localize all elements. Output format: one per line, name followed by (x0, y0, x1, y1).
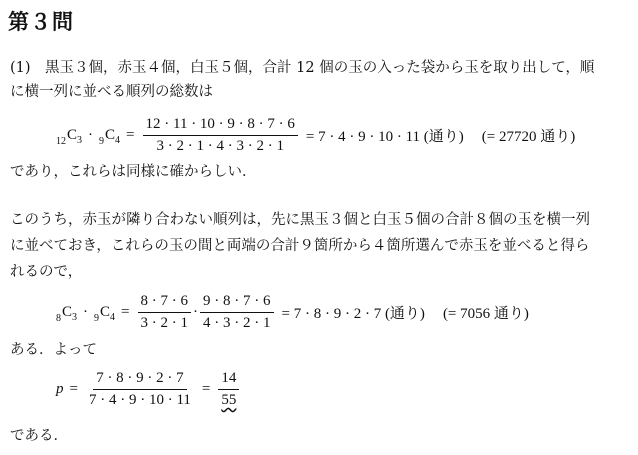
combination-9c4: $_9C_4$ (94, 304, 116, 324)
part1-line1: (1) 黒玉３個，赤玉４個，白玉５個，合計 12 個の玉の入った袋から玉を取り出して，順 (10, 60, 595, 76)
fraction-denominator: 3 · 2 · 1 · 4 · 3 · 2 · 1 (156, 138, 284, 154)
part1-line2: に横一列に並べる順列の総数は (10, 84, 213, 100)
fraction-denominator: 4 · 3 · 2 · 1 (203, 315, 271, 331)
equation-total-permutations (56, 116, 575, 155)
fraction-numerator: 7 · 8 · 9 · 2 · 7 (93, 370, 186, 390)
combination-9c4: $_9C_4$ (99, 127, 121, 147)
fraction-numerator: 9 · 8 · 7 · 6 (200, 293, 274, 313)
equation-nonadjacent-permutations (56, 293, 529, 332)
part2-line4: ある．よって (10, 342, 97, 358)
equation-probability (56, 370, 241, 409)
equals-sign: = (121, 304, 130, 320)
part1-line3: であり，これらは同様に確からしい． (10, 164, 257, 180)
combination-8c3: $_8C_3$ (56, 304, 78, 324)
eq2-note: (= 7056 通り) (442, 306, 529, 322)
fraction-numerator: 8 · 7 · 6 (138, 293, 192, 313)
fraction-denominator: 7 · 4 · 9 · 10 · 11 (88, 392, 191, 408)
fraction-eq2-first (138, 293, 192, 332)
multiply-dot: · (83, 304, 89, 320)
equals-sign: = (69, 381, 78, 397)
fraction-eq2-second (200, 293, 274, 332)
probability-variable: p (56, 381, 64, 397)
part2-line3: れるので， (10, 264, 83, 280)
answer-denominator: 55 (221, 392, 237, 408)
fraction-numerator: 12 · 11 · 10 · 9 · 8 · 7 · 6 (143, 116, 298, 136)
equals-sign: = (126, 127, 135, 143)
eq2-result: = 7 · 8 · 9 · 2 · 7 (通り) (281, 306, 425, 322)
multiply-dot: · (193, 304, 198, 320)
part2-line1: このうち，赤玉が隣り合わない順列は，先に黒玉３個と白玉５個の合計８個の玉を横一列 (10, 212, 590, 228)
answer-numerator: 14 (218, 370, 239, 390)
problem-title: 第３問 (8, 9, 74, 34)
fraction-eq3 (86, 370, 194, 409)
answer-fraction (218, 370, 239, 409)
fraction-denominator: 3 · 2 · 1 (140, 315, 188, 331)
eq1-result: = 7 · 4 · 9 · 10 · 11 (通り) (305, 129, 464, 145)
eq1-note: (= 27720 通り) (481, 129, 576, 145)
multiply-dot: · (88, 127, 94, 143)
equals-sign: = (201, 381, 211, 397)
fraction-eq1 (143, 116, 298, 155)
part2-line5: である． (10, 428, 68, 444)
combination-12c3: $_{12}C_3$ (56, 127, 83, 147)
part2-line2: に並べておき，これらの玉の間と両端の合計９箇所から４箇所選んで赤玉を並べると得ら (10, 238, 590, 254)
